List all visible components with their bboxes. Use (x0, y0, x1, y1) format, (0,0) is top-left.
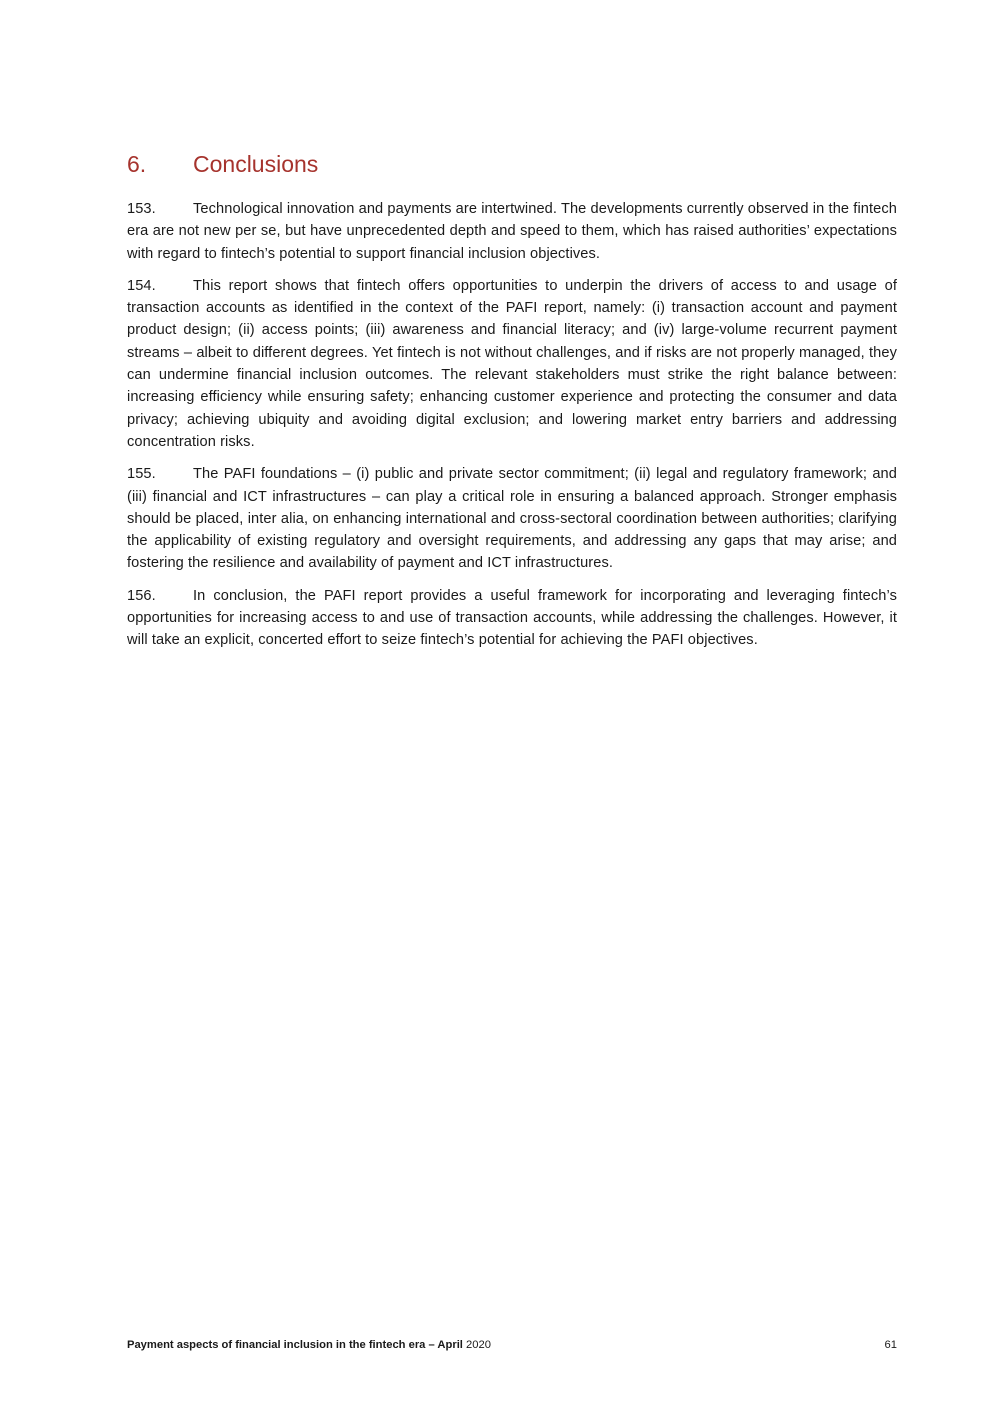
section-heading (127, 148, 897, 180)
paragraph-154 (127, 275, 897, 453)
page-content (127, 148, 897, 662)
paragraph-155 (127, 463, 897, 574)
paragraph-text: This report shows that fintech offers opportunities to underpin the drivers of access to and usage of transaction accounts as identified in the context of the PAFI report, namely: (i) transaction account and payment product design; (ii) access points; (iii) awareness and financial literacy; and (iv) large-volume recurrent payment streams – albeit to different degrees. Yet fintech is not without challenges, and if risks are not properly managed, they can undermine financial inclusion outcomes. The relevant stakeholders must strike the right balance between: increasing efficiency while ensuring safety; enhancing customer experience and protecting the consumer and data privacy; achieving ubiquity and avoiding digital exclusion; and lowering market entry barriers and addressing concentration risks. (127, 277, 897, 450)
paragraph-text: Technological innovation and payments are intertwined. The developments currently observed in the fintech era are not new per se, but have unprecedented depth and speed to them, which has raised authorities’ expectations with regard to fintech’s potential to support financial inclusion objectives. (127, 201, 897, 262)
paragraph-153 (127, 198, 897, 265)
paragraph-number: 156. (127, 587, 156, 604)
section-title: Conclusions (193, 151, 319, 177)
footer-year: 2020 (466, 1339, 491, 1351)
page-number: 61 (884, 1339, 897, 1351)
paragraph-156 (127, 585, 897, 652)
footer-document-title (127, 1337, 491, 1353)
paragraph-number: 155. (127, 466, 156, 483)
section-number: 6. (127, 151, 147, 177)
paragraph-text: In conclusion, the PAFI report provides a useful framework for incorporating and leveraging fintech’s opportunities for increasing access to and use of transaction accounts, while addressing the challenges. However, it will take an explicit, concerted effort to seize fintech’s potential for achieving the PAFI objectives. (127, 587, 897, 649)
footer-title: Payment aspects of financial inclusion in the fintech era – April (127, 1339, 463, 1351)
paragraph-number: 154. (127, 277, 156, 294)
paragraph-number: 153. (127, 201, 156, 217)
paragraph-text: The PAFI foundations – (i) public and private sector commitment; (ii) legal and regulatory framework; and (iii) financial and ICT infrastructures – can play a critical role in ensuring a balanced approach. Stronger emphasis should be placed, inter alia, on enhancing international and cross-sectoral coordination between authorities; clarifying the applicability of existing regulatory and oversight requirements, and addressing any gaps that may arise; and fostering the resilience and availability of payment and ICT infrastructures. (127, 466, 897, 572)
page-footer (127, 1337, 897, 1353)
